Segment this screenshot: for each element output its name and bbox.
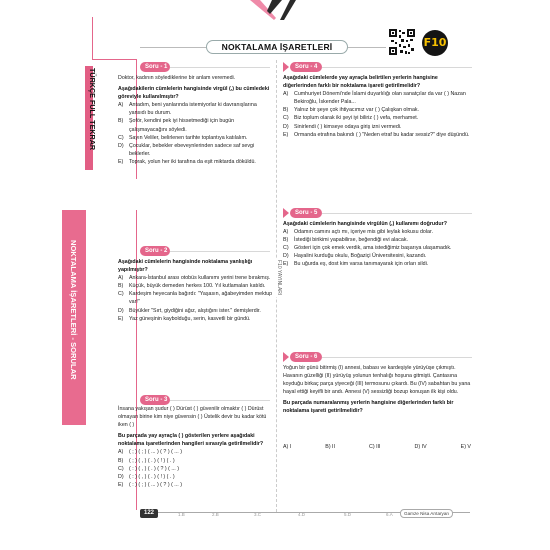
question-5 xyxy=(283,220,471,269)
page-number: 122 xyxy=(140,509,158,518)
answer-key-6: 6.A xyxy=(386,512,393,517)
question-5-option-c[interactable]: C) Gösteri için çok emek verdik, ama istediğimiz başarıya ulaşamadık. xyxy=(283,245,452,252)
question-5-option-e[interactable]: E) Bu uğurda eş, dost kim varsa tanımayarak için orları sildi. xyxy=(283,261,429,268)
question-3-option-a[interactable]: A) ( ; ) ( ; ) ( ... ) ( ? ) ( ... ) xyxy=(118,449,182,456)
question-1-option-e[interactable]: E) Toprak, yolun her iki tarafına da eşit miktarda döküldü. xyxy=(118,158,256,165)
answer-key-4: 4.D xyxy=(298,512,306,517)
question-4-rule xyxy=(322,67,472,68)
question-4-option-b[interactable]: B) Yalnız bir şeye çok ihtiyacımız var ( ) Çalışkan olmak. xyxy=(283,107,420,114)
question-2-stem: Aşağıdaki cümlelerin hangisinde noktalama yanlışlığı yapılmıştır? xyxy=(118,259,253,274)
chevron-logo-icon xyxy=(250,0,310,20)
question-3 xyxy=(118,405,273,489)
question-6-option-b[interactable]: B) II xyxy=(325,444,335,450)
question-1-rule xyxy=(170,67,270,68)
side-tab-bottom-label: NOKTALAMA İŞARETLERİ - SORULAR xyxy=(69,240,78,380)
question-3-intro: İnsana yakışan şudur ( ) Dürüst ( ) güvenilir olmaktır ( ) Dürüst olmayan birine kim niye güvensin ( ) Üstelik devir bu kadar kötü iken ( ) xyxy=(118,406,267,429)
frame-line-top-vertical xyxy=(92,17,93,59)
page-title: NOKTALAMA İŞARETLERİ xyxy=(206,40,348,54)
question-5-option-a[interactable]: A) Odamın camını açtı mı, içeriye mis gibi leylak kokusu dolar. xyxy=(283,229,433,236)
question-6-label: Soru - 6 xyxy=(290,352,322,362)
question-2-option-b[interactable]: B) Küçük, büyük demeden herkes 100. Yıl kutlamaları katıldı. xyxy=(118,283,266,290)
question-3-label: Soru - 3 xyxy=(140,395,170,405)
question-5-option-d[interactable]: D) Hayalini kurduğu okulu, Boğaziçi Üniversitesini, kazandı. xyxy=(283,253,427,260)
question-2-option-c[interactable]: C) Kardeşim heyecanla bağırdı: "Yaşasın, ağabeyimden mektup var!" xyxy=(118,291,273,306)
question-1-option-a[interactable]: A) Antadım, beni yanlarında istemiyorlar ki davranışlarına yansıdı bu durum. xyxy=(118,102,257,117)
question-4-stem: Aşağıdaki cümlelerde yay ayraçla belirtilen yerlerin hangisine diğerlerinden farklı bir noktalama işareti getirilmelidir? xyxy=(283,75,438,90)
side-tab-bottom xyxy=(62,210,86,425)
question-3-rule xyxy=(170,400,270,401)
question-4-option-d[interactable]: D) Sinirlendi ( ) kimseye odaya giriş izni vermedi. xyxy=(283,123,402,130)
question-3-stem: Bu parçada yay ayraçla ( ) gösterilen yerlere aşağıdaki noktalama işaretlerinden hangileri sırasıyla getirilmelidir? xyxy=(118,433,264,448)
question-4-label: Soru - 4 xyxy=(290,62,322,72)
question-2-option-a[interactable]: A) Ankara-İstanbul arası otobüs kullanımı yerini trene bırakmış. xyxy=(118,275,271,282)
answer-key-1: 1.B xyxy=(178,512,185,517)
answer-key-3: 3.C xyxy=(254,512,262,517)
question-1-intro: Doktor, kadının söylediklerine bir anlam veremedi. xyxy=(118,75,236,81)
middle-brand-label: F10 YAYINLARI xyxy=(276,260,282,296)
question-1-option-c[interactable]: C) Sayın Veliler, belirlenen tarihte toplantıya katılalım. xyxy=(118,134,248,141)
question-2-label: Soru - 2 xyxy=(140,246,170,256)
question-6 xyxy=(283,364,471,416)
question-6-rule xyxy=(322,357,472,358)
question-6-stem: Bu parçada numaralanmış yerlerin hangisine diğerlerinden farklı bir noktalama işareti getirilmelidir? xyxy=(283,400,454,415)
qr-code-icon[interactable] xyxy=(389,29,415,55)
frame-line-top-horizontal xyxy=(92,59,136,60)
title-rule-left xyxy=(140,47,206,48)
question-2-option-e[interactable]: E) Yaz güneşinin kaybolduğu, serin, kasvetli bir gündü. xyxy=(118,315,251,322)
question-5-label: Soru - 5 xyxy=(290,208,322,218)
footer-brand: Gamze Nisa Arıtaryan xyxy=(400,509,453,518)
question-6-option-c[interactable]: C) III xyxy=(369,444,381,450)
question-1-stem: Aşağıdakilerin cümlelerin hangisinde virgül (,) bu cümledeki göreviyle kullanılmıştır? xyxy=(118,86,270,101)
question-4-option-e[interactable]: E) Ormanda etrafına bakındı ( ) "Neden etraf bu kadar sessiz?" diye düşündü. xyxy=(283,131,470,138)
question-1-label: Soru - 1 xyxy=(140,62,170,72)
question-1-option-d[interactable]: D) Çocuklar, bebekler ebeveynlerinden sadece saf sevgi beklerler. xyxy=(118,142,255,157)
f10-brand-badge: F10 xyxy=(422,30,448,56)
answer-key-5: 5.D xyxy=(344,512,352,517)
question-3-option-c[interactable]: C) ( : ) ( , ) ( . ) ( ? ) ( ... ) xyxy=(118,465,180,472)
question-5-rule xyxy=(322,213,472,214)
question-1-option-b[interactable]: B) Şoför, kendini pek iyi hissetmediği için bugün çalışmayacağını söyledi. xyxy=(118,118,235,133)
question-5-arrow-icon xyxy=(283,208,289,218)
question-6-option-d[interactable]: D) IV xyxy=(414,444,427,450)
question-2-rule xyxy=(170,251,270,252)
question-4-option-c[interactable]: C) Biz toplum olarak iki şeyi iyi biliriz ( ) vefa, merhamet. xyxy=(283,115,419,122)
title-rule-right xyxy=(348,47,386,48)
side-tab-top-label: TÜRKÇE FULL TEKRAR xyxy=(88,68,97,151)
question-6-option-a[interactable]: A) I xyxy=(283,444,292,450)
question-4 xyxy=(283,74,471,139)
question-5-stem: Aşağıdaki cümlelerin hangisinde virgülün (,) kullanımı doğrudur? xyxy=(283,221,447,227)
question-1 xyxy=(118,74,273,166)
question-3-option-b[interactable]: B) ( ; ) ( , ) ( . ) ( ! ) ( . ) xyxy=(118,457,175,464)
question-6-answers xyxy=(283,444,471,450)
question-3-option-e[interactable]: E) ( : ) ( ; ) ( ... ) ( ? ) ( ... ) xyxy=(118,481,182,488)
question-6-arrow-icon xyxy=(283,352,289,362)
question-6-option-e[interactable]: E) V xyxy=(460,444,471,450)
question-4-option-a[interactable]: A) Cumhuriyet Dönemi'nde İslami duyarlılığı olan sanatçılar da var ( ) Nazan Bekiroğlu, İskender Pala... xyxy=(283,91,466,106)
answer-key-2: 2.B xyxy=(212,512,219,517)
question-5-option-b[interactable]: B) İstediği birikimi yapabilirse, beğendiği evi alacak. xyxy=(283,237,408,244)
question-3-option-d[interactable]: D) ( : ) ( , ) ( . ) ( ! ) ( . ) xyxy=(118,473,175,480)
question-4-arrow-icon xyxy=(283,62,289,72)
question-2 xyxy=(118,258,273,323)
question-6-intro: Yoğun bir günü bitirmiş (I) annesi, babası ve kardeşiyle yürüyüşe çıkmıştı. Havanın güzelliği (II) yürüyüş yolunun tenhalığı hoşuna gitmişti. Çantasına koyduğu birkaç parça yiyeceği (III) termosunu çıkardı. Bu (IV) sabahtan bu yana hayal ettiği keyifli bir andı. Annesi (V) sessizliği bozup konuşan ilk kişi oldu. xyxy=(283,365,471,396)
question-2-option-d[interactable]: D) Büyükler "Sırt, giydiğini ağız, alıştığını ister." demişlerdir. xyxy=(118,307,261,314)
